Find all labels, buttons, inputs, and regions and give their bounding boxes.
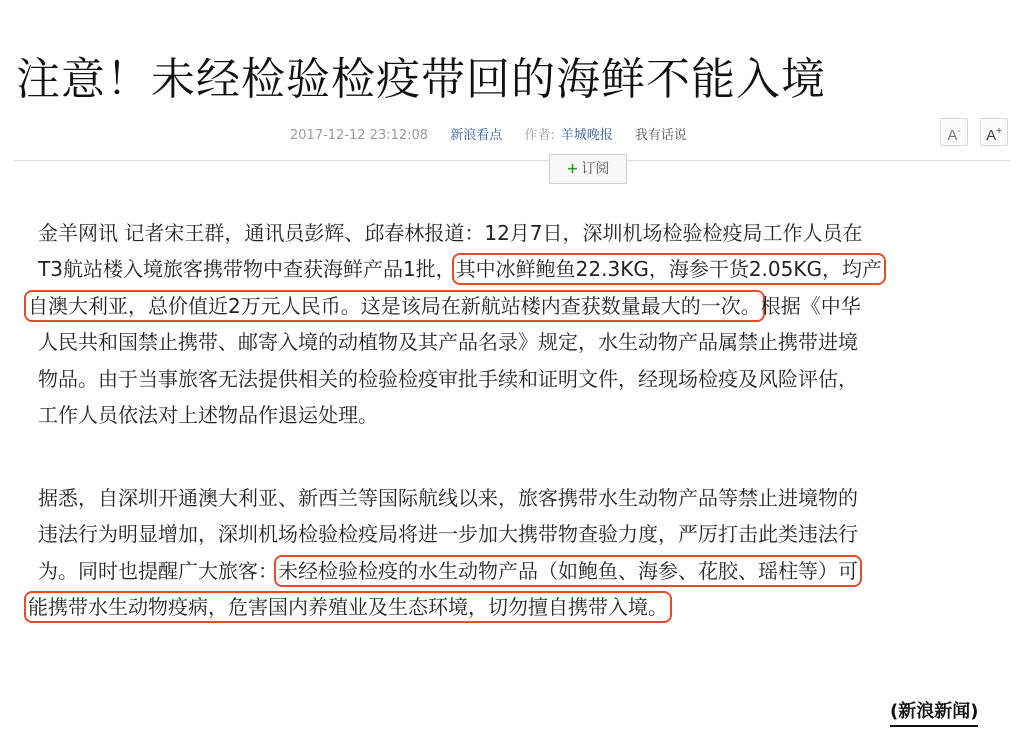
publish-datetime: 2017-12-12 23:12:08 xyxy=(290,128,429,143)
paragraph-line xyxy=(38,251,998,287)
source-attribution: (新浪新闻) xyxy=(890,697,978,727)
font-larger-label: A xyxy=(986,127,997,144)
channel-link[interactable]: 新浪看点 xyxy=(450,128,503,143)
paragraph-line: 人民共和国禁止携带、邮寄入境的动植物及其产品名录》规定，水生动物产品属禁止携带进境 xyxy=(38,330,858,355)
line-text: 为。同时也提醒广大旅客： xyxy=(38,558,278,583)
article-title: 注意！未经检验检疫带回的海鲜不能入境 xyxy=(16,54,826,105)
subscribe-label: 订阅 xyxy=(581,161,610,177)
paragraph-line: 物品。由于当事旅客无法提供相关的检验检疫审批手续和证明文件，经现场检疫及风险评估， xyxy=(38,366,858,391)
article-paragraph-1 xyxy=(28,215,998,433)
header-divider xyxy=(14,160,1010,161)
highlighted-text: 其中冰鲜鲍鱼22.3KG，海参干货2.05KG，均产 xyxy=(455,257,882,282)
paragraph-line xyxy=(28,589,998,625)
paragraph-line: 违法行为明显增加，深圳机场检验检疫局将进一步加大携带物查验力度，严厉打击此类违法行 xyxy=(38,522,858,547)
plus-icon: + xyxy=(566,161,579,177)
comment-link[interactable]: 我有话说 xyxy=(634,128,687,143)
highlighted-text: 能携带水生动物疫病，危害国内养殖业及生态环境，切勿擅自携带入境。 xyxy=(28,595,668,620)
paragraph-line: 金羊网讯 记者宋王群，通讯员彭辉、邱春林报道：12月7日，深圳机场检验检疫局工作人员在 xyxy=(38,221,863,245)
article-meta xyxy=(290,126,705,146)
paragraph-line xyxy=(28,288,998,324)
highlighted-text: 自澳大利亚，总价值近2万元人民币。这是该局在新航站楼内查获数量最大的一次。 xyxy=(28,293,761,318)
paragraph-line: 据悉，自深圳开通澳大利亚、新西兰等国际航线以来，旅客携带水生动物产品等禁止进境物的 xyxy=(38,486,858,510)
highlighted-text: 未经检验检疫的水生动物产品（如鲍鱼、海参、花胶、瑶柱等）可 xyxy=(278,558,858,583)
paragraph-line: 工作人员依法对上述物品作退运处理。 xyxy=(38,402,378,427)
font-smaller-label: A xyxy=(947,127,958,144)
plus-icon: + xyxy=(996,126,1002,137)
line-text: T3航站楼入境旅客携带物中查获海鲜产品1批， xyxy=(38,257,456,282)
line-text: 根据《中华 xyxy=(760,293,861,318)
paragraph-line xyxy=(38,553,998,589)
author-link[interactable]: 羊城晚报 xyxy=(560,128,613,143)
minus-icon: - xyxy=(957,126,961,137)
font-smaller-button[interactable] xyxy=(940,118,968,146)
author-label: 作者: xyxy=(524,128,555,143)
font-larger-button[interactable] xyxy=(980,118,1008,146)
subscribe-button[interactable] xyxy=(549,154,627,184)
article-paragraph-2 xyxy=(28,480,998,626)
